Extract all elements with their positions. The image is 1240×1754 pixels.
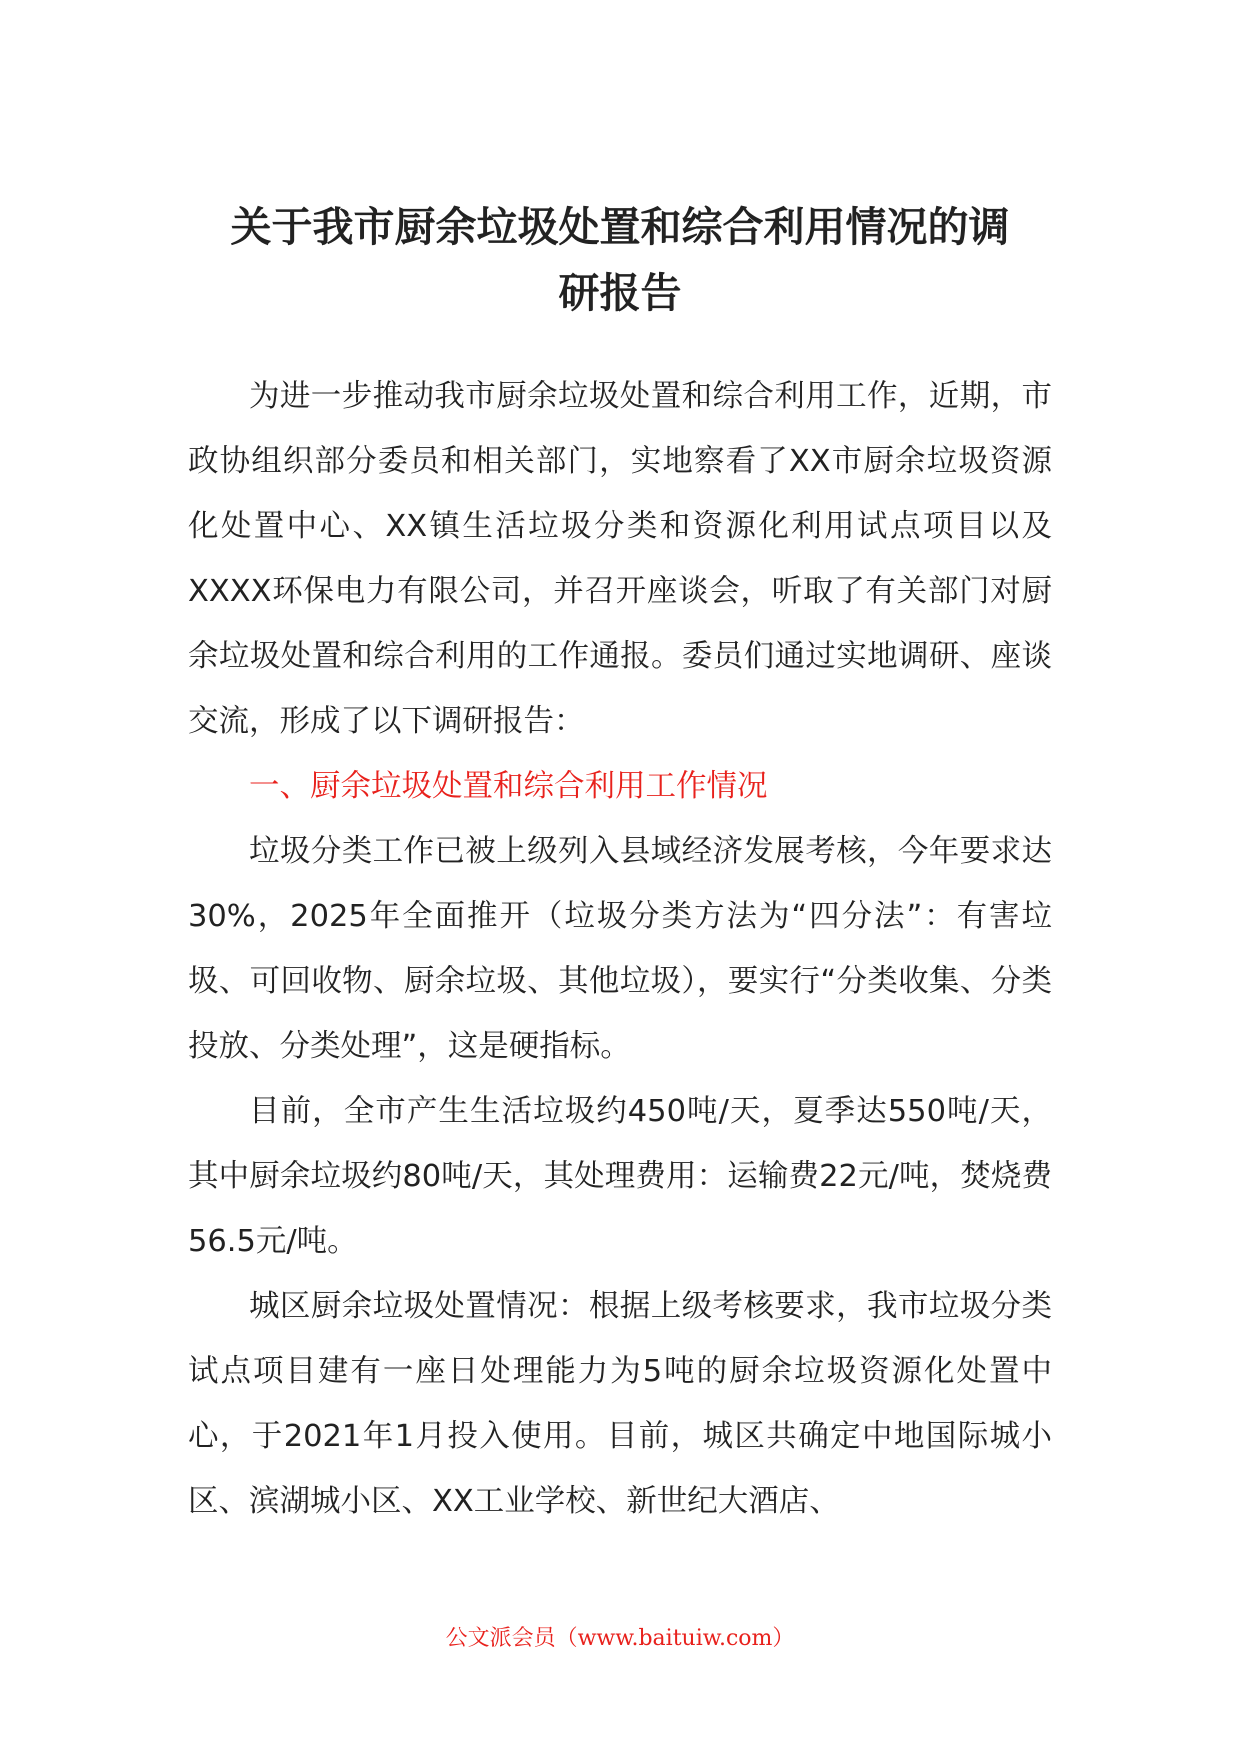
section-heading-1: 一、厨余垃圾处置和综合利用工作情况	[249, 769, 768, 804]
intro-paragraph: 为进一步推动我市厨余垃圾处置和综合利用工作，近期，市政协组织部分委员和相关部门，实地察看了XX市厨余垃圾资源化处置中心、XX镇生活垃圾分类和资源化利用试点项目以及XXXX环保电力有限公司，并召开座谈会，听取了有关部门对厨余垃圾处置和综合利用的工作通报。委员们通过实地调研、座谈交流，形成了以下调研报告：	[188, 379, 1052, 739]
document-title-line-1: 关于我市厨余垃圾处置和综合利用情况的调	[230, 203, 1010, 251]
section-1-paragraph-3: 城区厨余垃圾处置情况：根据上级考核要求，我市垃圾分类试点项目建有一座日处理能力为5吨的厨余垃圾资源化处置中心，于2021年1月投入使用。目前，城区共确定中地国际城小区、滨湖城小区、XX工业学校、新世纪大酒店、	[188, 1289, 1052, 1519]
section-1-paragraph-1: 垃圾分类工作已被上级列入县域经济发展考核，今年要求达30%，2025年全面推开（垃圾分类方法为“四分法”：有害垃圾、可回收物、厨余垃圾、其他垃圾），要实行“分类收集、分类投放、分类处理”，这是硬指标。	[188, 834, 1052, 1064]
footer-watermark: 公文派会员（www.baituiw.com）	[445, 1626, 795, 1651]
section-1-paragraph-2: 目前，全市产生生活垃圾约450吨/天，夏季达550吨/天，其中厨余垃圾约80吨/天，其处理费用：运输费22元/吨，焚烧费56.5元/吨。	[188, 1094, 1052, 1259]
document-title-line-2: 研报告	[558, 269, 682, 317]
